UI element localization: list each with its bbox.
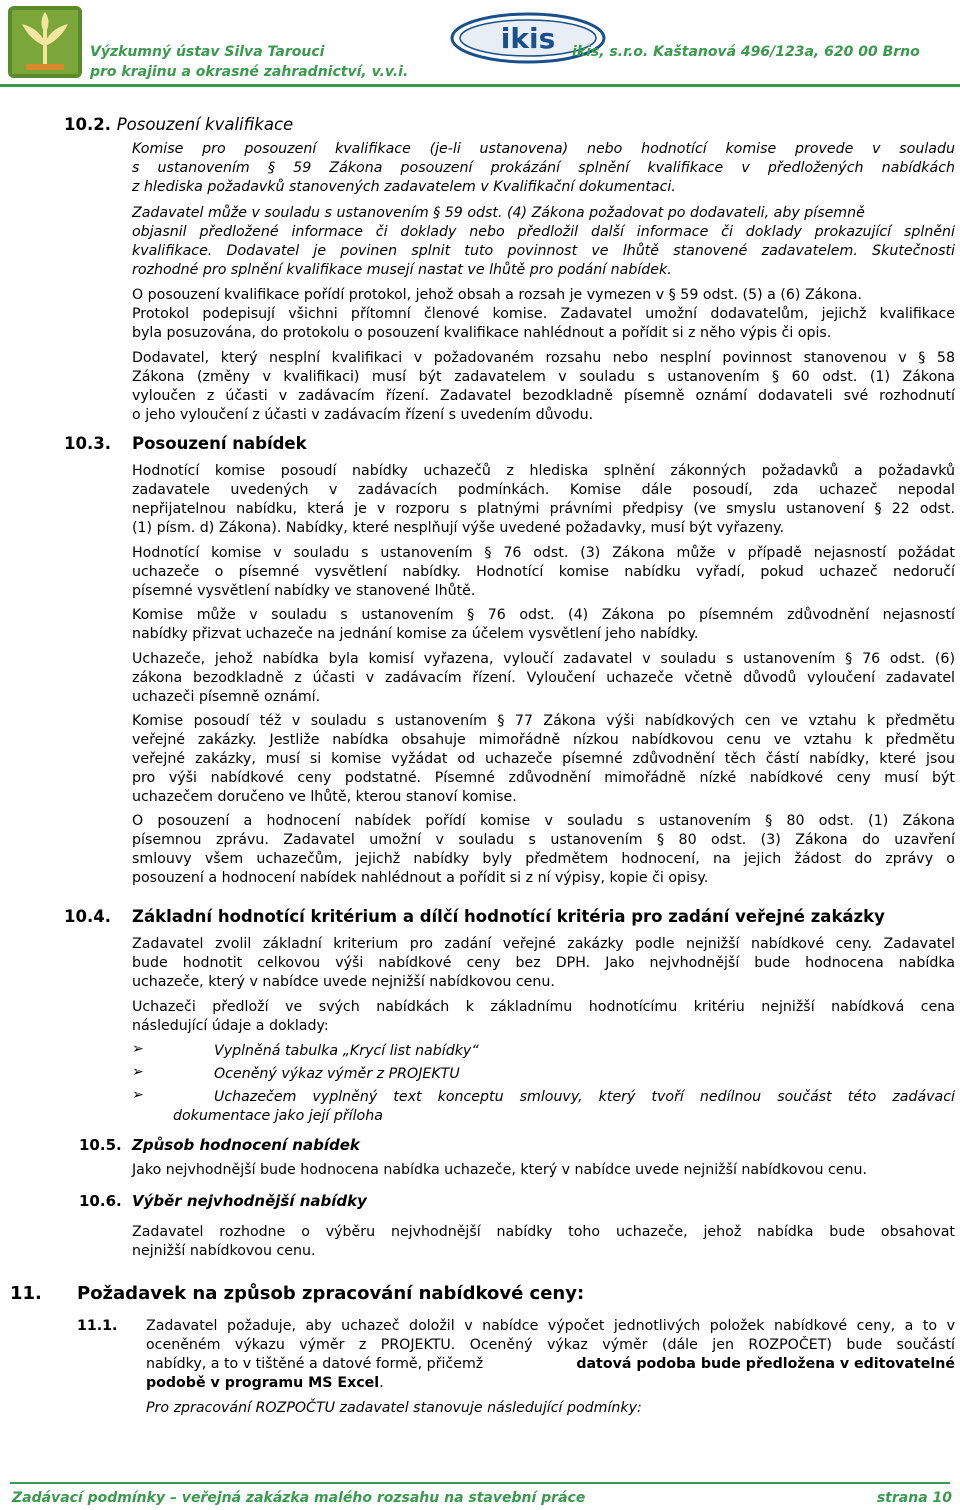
- paragraph-line: Pro zpracování ROZPOČTU zadavatel stanovuje následující podmínky:: [146, 1400, 642, 1416]
- section-10-6-heading: Výběr nejvhodnější nabídky: [132, 1192, 367, 1210]
- section-number: 10.3.: [64, 434, 111, 453]
- paragraph-line: Komise pro posouzení kvalifikace (je-li ustanovena) nebo hodnotící komise provede v souladu: [132, 141, 955, 157]
- paragraph-line: (1) písm. d) Zákona). Nabídky, které nesplňují výše uvedené požadavky, musí být vyřazeny.: [132, 520, 785, 536]
- arrow-bullet-icon: ➢: [132, 1041, 144, 1057]
- section-number: 10.6.: [79, 1192, 122, 1210]
- paragraph-line: uchazeči písemně oznámí.: [132, 689, 321, 705]
- paragraph-line: o jeho vyloučení z účasti v zadávacím řízení s uvedením důvodu.: [132, 407, 594, 423]
- header-rule: [0, 84, 960, 87]
- page-header: [0, 0, 960, 90]
- paragraph-line: byla posuzována, do protokolu o posouzení kvalifikace nahlédnout a pořídit si z něho výpis či opis.: [132, 325, 832, 341]
- section-number: 10.2.: [64, 115, 111, 134]
- section-title: Posouzení kvalifikace: [116, 115, 294, 134]
- paragraph-line: z hlediska požadavků stanovených zadavatelem v Kvalifikační dokumentaci.: [132, 179, 676, 195]
- paragraph-line: nejnižší nabídkovou cenu.: [132, 1243, 316, 1259]
- paragraph-line: veřejné zakázky. Jestliže nabídka obsahuje mimořádně nízkou nabídkovou cenu ve vztahu k předmětu: [132, 732, 955, 748]
- section-10-3-heading: Posouzení nabídek: [132, 434, 307, 453]
- paragraph-line: zákona bezodkladně z účasti v zadávacím řízení. Vyloučení uchazeče včetně důvodů vyloučení zadavatel: [132, 670, 955, 686]
- paragraph-line: Uchazeči předloží ve svých nabídkách k základnímu hodnotícímu kritériu nejnižší nabídková cena: [132, 999, 955, 1015]
- paragraph-line: O posouzení kvalifikace pořídí protokol, jehož obsah a rozsah je vymezen v § 59 odst. (5) a (6) Zákona.: [132, 287, 862, 303]
- paragraph-line: Protokol podepisují všichni přítomní členové komise. Zadavatel umožní dodavatelům, jejichž kvalifikace: [132, 306, 955, 322]
- paragraph-line: objasnil předložené informace či doklady nebo předložil další informace či doklady prokazující splnění: [132, 224, 955, 240]
- paragraph-line: posouzení a hodnocení nabídek nahlédnout a pořídit si z ní výpisy, kopie či opisy.: [132, 870, 709, 886]
- text-bold: datová podoba bude předložena v editovatelné: [576, 1356, 955, 1372]
- paragraph-line: Komise může v souladu s ustanovením § 76 odst. (4) Zákona po písemném zdůvodnění nejasností: [132, 607, 955, 623]
- paragraph-line-mixed: [146, 1355, 955, 1373]
- paragraph-line-mixed: [146, 1374, 384, 1392]
- paragraph-line: Hodnotící komise posoudí nabídky uchazečů z hlediska splnění zákonných požadavků a požadavků: [132, 463, 955, 479]
- section-number: 10.4.: [64, 907, 111, 926]
- paragraph-line: nepřijatelnou nabídku, která je v rozporu s platnými právními předpisy (ve smyslu ustanovení § 22 odst.: [132, 501, 955, 517]
- paragraph-line: Zadavatel zvolil základní kriterium pro zadání veřejné zakázky podle nejnižší nabídkové ceny. Zadavatel: [132, 936, 955, 952]
- paragraph-line: Zadavatel rozhodne o výběru nejvhodnější nabídky toho uchazeče, jehož nabídka bude obsahovat: [132, 1224, 955, 1240]
- paragraph-line: nabídky přizvat uchazeče na jednání komise za účelem vysvětlení jeho nabídky.: [132, 626, 699, 642]
- paragraph-line: bude hodnotit celkovou výši nabídkové ceny bez DPH. Jako nejvhodnější bude hodnocena nabídka: [132, 955, 955, 971]
- section-number: 10.5.: [79, 1136, 122, 1154]
- chapter-11-heading: Požadavek na způsob zpracování nabídkové ceny:: [77, 1283, 585, 1304]
- paragraph-line: písemné vysvětlení nabídky ve stanovené lhůtě.: [132, 583, 476, 599]
- paragraph-line: rozhodné pro splnění kvalifikace musejí nastat ve lhůtě pro podání nabídek.: [132, 262, 672, 278]
- list-item: Uchazečem vyplněný text konceptu smlouvy, který tvoří nedílnou součást této zadávací: [214, 1089, 955, 1105]
- paragraph-line: Zadavatel může v souladu s ustanovením § 59 odst. (4) Zákona požadovat po dodavateli, aby písemně: [132, 205, 865, 221]
- paragraph-line: Komise posoudí též v souladu s ustanovením § 77 Zákona výši nabídkových cen ve vztahu k předmětu: [132, 713, 955, 729]
- text-normal: nabídky, a to v tištěné a datové formě, přičemž: [146, 1356, 484, 1372]
- paragraph-line: Jako nejvhodnější bude hodnocena nabídka uchazeče, který v nabídce uvede nejnižší nabídkovou cenu.: [132, 1162, 868, 1178]
- paragraph-line: uchazeče, který v nabídce uvede nejnižší nabídkovou cenu.: [132, 974, 555, 990]
- paragraph-line: písemnou zprávu. Zadavatel umožní v souladu s ustanovením § 80 odst. (3) Zákona do uzavření: [132, 832, 955, 848]
- paragraph-line: následující údaje a doklady:: [132, 1018, 329, 1034]
- paragraph-line: vyloučen z účasti v zadávacím řízení. Zadavatel bezodkladně písemně oznámí dodavateli své rozhodnutí: [132, 388, 955, 404]
- paragraph-line: zadavatele uvedených v zadávacích podmínkách. Komise dále posoudí, zda uchazeč nepodal: [132, 482, 955, 498]
- section-10-2-heading: [64, 115, 293, 134]
- paragraph-line: Uchazeče, jehož nabídka byla komisí vyřazena, vyloučí zadavatel v souladu s ustanovením § 76 odst. (6): [132, 651, 955, 667]
- page-number: strana 10: [876, 1490, 952, 1506]
- paragraph-line: O posouzení a hodnocení nabídek pořídí komise v souladu s ustanovením § 80 odst. (1) Zákona: [132, 813, 955, 829]
- list-item: Oceněný výkaz výměr z PROJEKTU: [214, 1066, 460, 1082]
- section-number: 11.1.: [77, 1318, 118, 1334]
- paragraph-line: kvalifikace. Dodavatel je povinen splnit tuto povinnost ve lhůtě stanovené zadavatelem. Skutečnosti: [132, 243, 955, 259]
- org-name-line1: Výzkumný ústav Silva Tarouci: [90, 44, 325, 60]
- list-item: Vyplněná tabulka „Krycí list nabídky“: [214, 1043, 479, 1059]
- section-10-4-heading: Základní hodnotící kritérium a dílčí hodnotící kritéria pro zadání veřejné zakázky: [132, 907, 885, 926]
- chapter-number: 11.: [10, 1283, 42, 1304]
- paragraph-line: veřejné zakázky, musí si komise vyžádat od uchazeče písemné zdůvodnění těch částí nabídky, které jsou: [132, 751, 955, 767]
- paragraph-line: pro výši nabídkové ceny podstatné. Písemné zdůvodnění mimořádně nízké nabídkové ceny musí být: [132, 770, 955, 786]
- company-address: ikis, s.r.o. Kaštanová 496/123a, 620 00 Brno: [572, 44, 920, 60]
- text-bold: podobě v programu MS Excel: [146, 1375, 380, 1391]
- paragraph-line: Zadavatel požaduje, aby uchazeč doložil v nabídce výpočet jednotlivých položek nabídkové ceny, a to v: [146, 1318, 955, 1334]
- paragraph-line: Hodnotící komise v souladu s ustanovením § 76 odst. (3) Zákona může v případě nejasností požádat: [132, 545, 955, 561]
- paragraph-line: Dodavatel, který nesplní kvalifikaci v požadovaném rozsahu nebo nesplní povinnost stanovenou v § 58: [132, 350, 955, 366]
- org-name-line2: pro krajinu a okrasné zahradnictví, v.v.i.: [90, 64, 409, 80]
- footer-rule: [10, 1482, 950, 1484]
- paragraph-line: smlouvy všem uchazečům, jejichž nabídky byly předmětem hodnocení, na jejich žádost do zprávy o: [132, 851, 955, 867]
- paragraph-line: Zákona (změny v kvalifikaci) musí být zadavatelem v souladu s ustanovením § 60 odst. (1) Zákona: [132, 369, 955, 385]
- vukoz-logo: [8, 6, 82, 78]
- paragraph-line: s ustanovením § 59 Zákona posouzení prokázání splnění kvalifikace v předložených nabídkách: [132, 160, 955, 176]
- paragraph-line: oceněném výkazu výměr z PROJEKTU. Oceněný výkaz výměr (dále jen ROZPOČET) bude součástí: [146, 1337, 955, 1353]
- paragraph-line: uchazečem doručeno ve lhůtě, kterou stanoví komise.: [132, 789, 517, 805]
- paragraph-line: uchazeče o písemné vysvětlení nabídky. Hodnotící komise nabídku vyřadí, pokud uchazeč nedoručí: [132, 564, 955, 580]
- section-10-5-heading: Způsob hodnocení nabídek: [132, 1136, 360, 1154]
- footer-title: Zadávací podmínky – veřejná zakázka malého rozsahu na stavební práce: [12, 1490, 586, 1506]
- arrow-bullet-icon: ➢: [132, 1064, 144, 1080]
- text-normal: .: [379, 1375, 384, 1391]
- ikis-logo-text: ikis: [500, 22, 556, 55]
- arrow-bullet-icon: ➢: [132, 1087, 144, 1103]
- list-item-continuation: dokumentace jako její příloha: [173, 1108, 383, 1124]
